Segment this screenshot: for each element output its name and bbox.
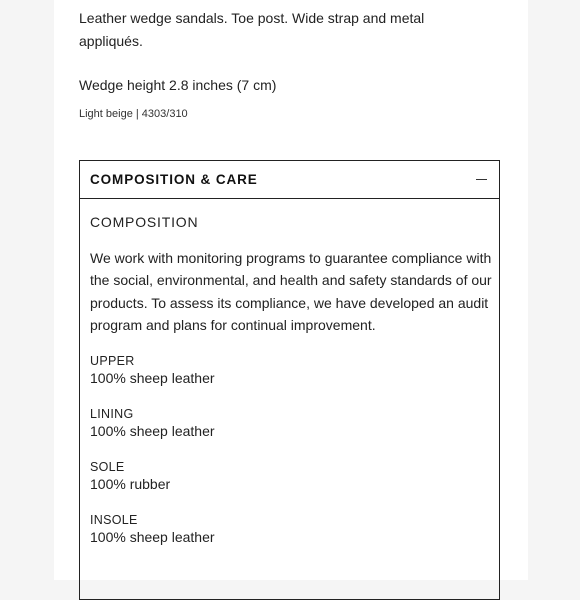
section-sole — [90, 459, 489, 493]
color-reference: Light beige | 4303/310 — [79, 108, 188, 120]
section-insole — [90, 512, 489, 546]
compliance-text: We work with monitoring programs to guarantee compliance with the social, environmental, and health and safety standards of our products. To assess its compliance, we have developed an audit program and plans for continual improvement. — [90, 250, 492, 334]
section-label: LINING — [90, 406, 134, 421]
composition-heading: COMPOSITION — [90, 214, 199, 230]
section-value: 100% sheep leather — [90, 369, 215, 386]
section-label: UPPER — [90, 353, 135, 368]
accordion-header[interactable] — [80, 161, 499, 199]
product-description: Leather wedge sandals. Toe post. Wide strap and metal appliqués. — [79, 10, 425, 49]
wedge-height: Wedge height 2.8 inches (7 cm) — [79, 77, 277, 93]
section-label: SOLE — [90, 459, 125, 474]
composition-care-accordion — [79, 160, 500, 600]
section-lining — [90, 406, 489, 440]
accordion-body — [80, 213, 499, 546]
section-upper — [90, 353, 489, 387]
minus-icon[interactable] — [476, 179, 487, 180]
accordion-title: COMPOSITION & CARE — [90, 172, 258, 187]
section-label: INSOLE — [90, 512, 138, 527]
section-value: 100% rubber — [90, 475, 171, 492]
section-value: 100% sheep leather — [90, 422, 215, 439]
section-value: 100% sheep leather — [90, 528, 215, 545]
